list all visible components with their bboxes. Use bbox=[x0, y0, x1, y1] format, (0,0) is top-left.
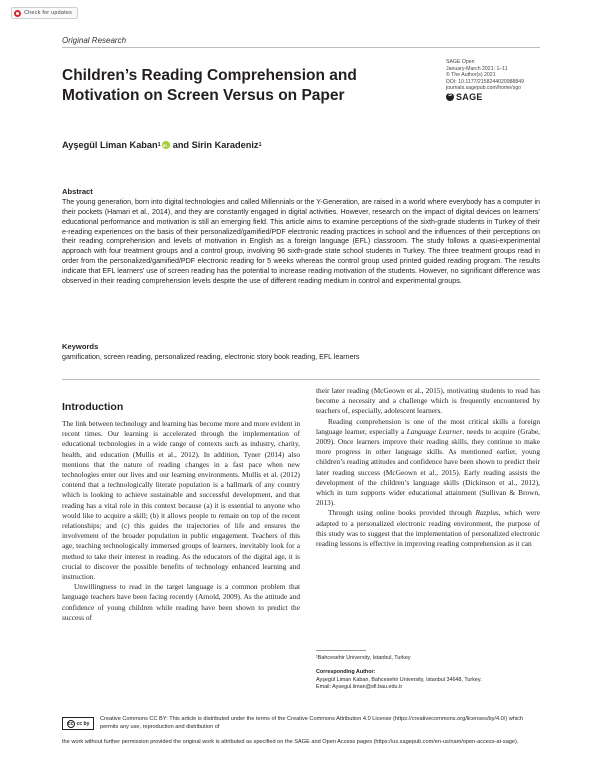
footnote-divider bbox=[316, 650, 366, 651]
intro-paragraph-1: The link between technology and learning has become more and more evident in recent times. Our learning is accelerated through the implementation of educational technologies in a wide range of contexts such as industry, charity, health, and education (Mullis et al., 2012). In addition, Tyner (2014) also mentions that the nature of reading changes in a fast pace when new technologies enter our lives and our learning environments. Mullis et al. (2012) contend that a technologically literate population is a hallmark of any country which is looking to achieve sustainable and successful development, and that reading has a vital role in this context because (a) it is essential to anyone who would like to acquire a skill; (b) it allows people to remain on top of the recent relationships; and (c) this guides the trajectories of life and ensures the involvement of the broader population in public engagement. Teachers of this age, teaching technologically immersed groups of learners, inevitably look for a method to take their interest in reading. As the educators of the digital age, it is crucial to discover the possible benefits of technology enhanced learning and instruction. bbox=[62, 419, 300, 582]
p4-text-b: , needs to acquire (Grabe, 2009). Once learners improve their reading skills, they continue to make more progress in other language skills. As mentioned earlier, young children’s reading attitudes and confidence have been shown to predict their later reading success (McGeown et al., 2015). Early reading assists the development of the children’s language skills (Dickinson et al., 2012), which in turn supports wider educational attainment (Sullivan & Brown, 2013). bbox=[316, 426, 540, 508]
top-divider bbox=[62, 47, 540, 48]
title-line-2: Motivation on Screen Versus on Paper bbox=[62, 87, 345, 104]
p5-emphasis: Razplus bbox=[475, 508, 499, 518]
journal-url[interactable]: journals.sagepub.com/home/sgo bbox=[446, 85, 521, 92]
publication-info bbox=[446, 59, 524, 101]
abstract-text: The young generation, born into digital technologies and called Millennials or the Y-Generation, are raised in a world where everybody has a computer in their pockets (Hamari et al., 2014), and they are constantly engaged in digital activities. However, research on the impact of digital devices on learners’ educational performance and motivation is still an emerging field. This article aims to examine perceptions of the sixth-grade students in Turkey of their e-reading experiences on the basis of their personalized/gamified/PDF electronic reading practices in school and the influences of their perceptions on their reading comprehension and levels of motivation in English as a foreign language (EFL) classroom. The study follows a quasi-experimental approach with four treatment groups and a control group, involving 96 sixth-grade state school students in Turkey. The three treatment groups read in order from the personalized/gamified/PDF electronic reading for 5 weeks whereas the control group used printed guided reading program. The results indicate that EFL learners’ use of screen reading has the potential to increase reading motivation of the students. However, no significant difference was observed in their reading comprehension levels despite the use of different reading medium in control and experimental groups. bbox=[62, 198, 540, 285]
corresponding-author-email[interactable]: Email: Aysegul.liman@sfl.bau.edu.tr bbox=[316, 684, 403, 690]
check-updates-icon bbox=[14, 10, 21, 17]
affiliation-footnote: ¹Bahcesehir University, Istanbul, Turkey bbox=[316, 655, 411, 661]
check-for-updates-label: Check for updates bbox=[24, 10, 73, 16]
author-2-affiliation: 1 bbox=[258, 142, 262, 148]
section-label: Original Research bbox=[62, 36, 127, 45]
p5-text-b: , which were adapted to a personalized electronic reading environment, the purpose of this study was to suggest that the implementation of personalized electronic reading lessons is effective in improving reading comprehension as it can bbox=[316, 508, 540, 549]
middle-divider bbox=[62, 379, 540, 380]
body-column-left bbox=[62, 419, 300, 689]
cc-by-badge[interactable] bbox=[62, 717, 94, 730]
check-for-updates-badge[interactable] bbox=[11, 7, 78, 19]
sage-logo-icon bbox=[446, 93, 454, 101]
copyright: © The Author(s) 2021 bbox=[446, 72, 496, 79]
abstract-heading: Abstract bbox=[62, 187, 93, 196]
introduction-heading: Introduction bbox=[62, 401, 124, 413]
p4-text-a: Reading comprehension is one of the most critical skills a foreign language learner, especially a bbox=[316, 416, 540, 436]
title-line-1: Children’s Reading Comprehension and bbox=[62, 67, 357, 84]
author-1: Ayşegül Liman Kaban bbox=[62, 140, 158, 150]
author-1-affiliation: 1 bbox=[157, 142, 161, 148]
doi[interactable]: DOI: 10.1177/2158244020988849 bbox=[446, 78, 525, 85]
body-column-right bbox=[316, 386, 540, 640]
journal-name: SAGE Open bbox=[446, 59, 475, 65]
sage-logo-text: SAGE bbox=[456, 91, 483, 102]
intro-paragraph-4 bbox=[316, 417, 540, 509]
intro-paragraph-3: their later reading (McGeown et al., 2015), motivating students to read has become a necessity and a challenge which is frequently encountered by teachers of, especially, adolescent learners. bbox=[316, 386, 540, 416]
author-2: Sirin Karadeniz bbox=[191, 140, 259, 150]
article-title bbox=[62, 66, 402, 106]
intro-paragraph-5 bbox=[316, 508, 540, 549]
keywords-heading: Keywords bbox=[62, 342, 99, 351]
corresponding-author-address: Ayşegül Liman Kaban, Bahcesehir University, Istanbul 34648, Turkey. bbox=[316, 677, 482, 683]
p5-text-a: Through using online books provided through bbox=[328, 508, 476, 518]
author-connector: and bbox=[172, 140, 190, 150]
cc-icon: cc bbox=[67, 720, 74, 727]
license-text-1: Creative Commons CC BY: This article is distributed under the terms of the Creative Commons Attribution 4.0 License (https://creativecommons.org/licenses/by/4.0/) which permits any use, reproduction and distribution of bbox=[100, 716, 524, 730]
p4-emphasis: Language Learner bbox=[406, 426, 463, 436]
issue-pages: January-March 2021: 1–11 bbox=[446, 65, 508, 72]
orcid-icon[interactable] bbox=[162, 141, 170, 149]
corresponding-author-heading: Corresponding Author: bbox=[316, 669, 376, 675]
keywords-text: gamification, screen reading, personalized reading, electronic story book reading, EFL learners bbox=[62, 353, 360, 361]
sage-logo bbox=[446, 93, 524, 101]
cc-by-label: cc by bbox=[76, 720, 90, 727]
license-text-2: the work without further permission provided the original work is attributed as specified on the SAGE and Open Access pages (https://us.sagepub.com/en-us/nam/open-access-at-sage). bbox=[62, 739, 519, 745]
author-line bbox=[62, 140, 262, 150]
intro-paragraph-2: Unwillingness to read in the target language is a common problem that language teachers have been facing recently (Arnold, 2009). As the attitude and confidence of young children while reading have been shown to predict the success of bbox=[62, 582, 300, 622]
